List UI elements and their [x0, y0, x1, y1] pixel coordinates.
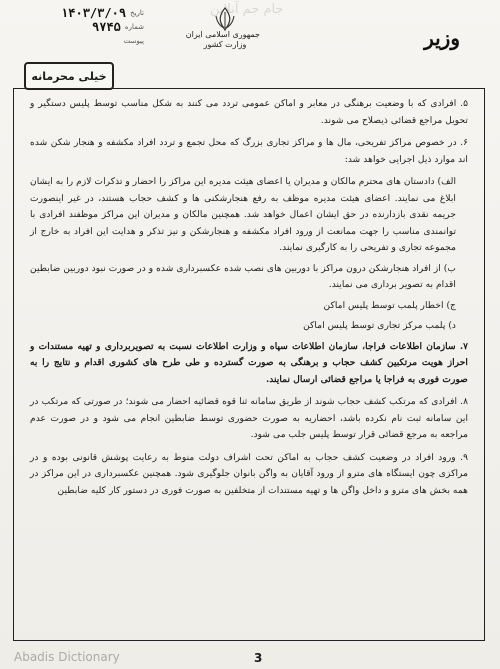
number-value: ۹۷۴۵ [92, 20, 121, 34]
emblem-caption [185, 30, 260, 50]
minister-title: وزیر [424, 26, 460, 50]
paragraph-6-b: ب) از افراد هنجارشکن درون مراکز با دوربین های نصب شده عکسبرداری شده و در صورت نبود دوربین ضابطین اقدام به تصویر برداری می نمایند. [30, 262, 456, 290]
paragraph-8: ۸. افرادی که مرتکب کشف حجاب شوند از طریق سامانه ثنا قوه قضائیه احضار می شوند؛ در صورتی که مرتکب در این سامانه ثبت نام نکرده باشد، احضاریه به صورت حضوری توسط ضابطین انجام می شود و در صورت عدم مراجعه به مرجع قضائی قرار توسط پلیس جلب می شود. [30, 396, 468, 440]
classification-stamp: خیلی محرمانه [24, 62, 114, 90]
date-value: ۱۴۰۳/۳/۰۹ [61, 6, 127, 20]
emblem-line-republic: جمهوری اسلامی ایران [185, 30, 260, 39]
letterhead [0, 0, 500, 88]
emblem-line-ministry: وزارت کشور [203, 40, 247, 49]
footer-watermark: Abadis Dictionary [14, 650, 120, 664]
letter-meta [14, 6, 144, 48]
attachment-label: پیوست [123, 37, 144, 45]
paragraph-6-d: د) پلمب مرکز تجاری توسط پلیس اماکن [303, 320, 456, 331]
paragraph-6-a: الف) دادستان های محترم مالکان و مدیران یا اعضای هیئت مدیره این مراکز را احضار و تذکرات لازم را به ایشان ابلاغ می نمایند. اعضای هیئت مدیره موظف به رفع هنجارشکنی ها و کشف حجاب هستند، در غیر اینصورت جریمه نقدی بازدارنده در حق ایشان اعمال خواهد شد. همچنین مالکان و مدیران این مراکز موظفند افرادی با توانمندی مناسب را جهت ممانعت از ورود افراد مکشفه و هنجارشکن و نیز تذکر و هدایت این افراد به خارج از مجموعه تجاری و تفریحی را به کارگیری نمایند. [30, 176, 456, 253]
date-row [14, 6, 144, 20]
paragraph-9: ۹. ورود افراد در وضعیت کشف حجاب به اماکن تحت اشراف دولت منوط به رعایت پوشش قانونی بوده و در مراکزی چون ایستگاه های مترو از ورود آقایان به واگن بانوان جلوگیری شود. همچنین عکسبرداری در این مراکز در همه بخش های مترو و داخل واگن ها و تهیه مستندات از متخلفین به صورت فوری در دستور کار کلیه ضابطین [30, 451, 468, 496]
date-label: تاریخ [130, 9, 144, 17]
paragraph-7: ۷. سازمان اطلاعات فراجا، سازمان اطلاعات سپاه و وزارت اطلاعات نسبت به تصویربرداری و تهیه مستندات و احراز هویت مرتکبین کشف حجاب و برهنگی به صورت گسترده و طی طرح های کشوری اقدام و نتایج را به صورت فوری به فراجا یا مراجع قضائی ارسال نمایند. [30, 340, 468, 385]
paragraph-6-c: ج) اخطار پلمب توسط پلیس اماکن [323, 299, 456, 311]
paragraph-6: ۶. در خصوص مراکز تفریحی، مال ها و مراکز تجاری بزرگ که محل تجمع و تردد افراد مکشفه و هنجار شکن شده اند موارد ذیل اجرایی خواهد شد: [30, 137, 468, 165]
number-row [14, 20, 144, 34]
page-number: 3 [254, 651, 263, 665]
attachment-row [14, 34, 144, 48]
top-watermark: جام جم آنلاین [210, 2, 284, 17]
letter-body [30, 96, 468, 505]
iran-emblem-icon [212, 6, 238, 32]
number-label: شماره [124, 23, 144, 31]
paragraph-5: ۵. افرادی که با وضعیت برهنگی در معابر و اماکن عمومی تردد می کنند به شکل مناسب توسط پلیس دستگیر و تحویل مراجع قضائی ذیصلاح می شوند. [30, 98, 468, 126]
